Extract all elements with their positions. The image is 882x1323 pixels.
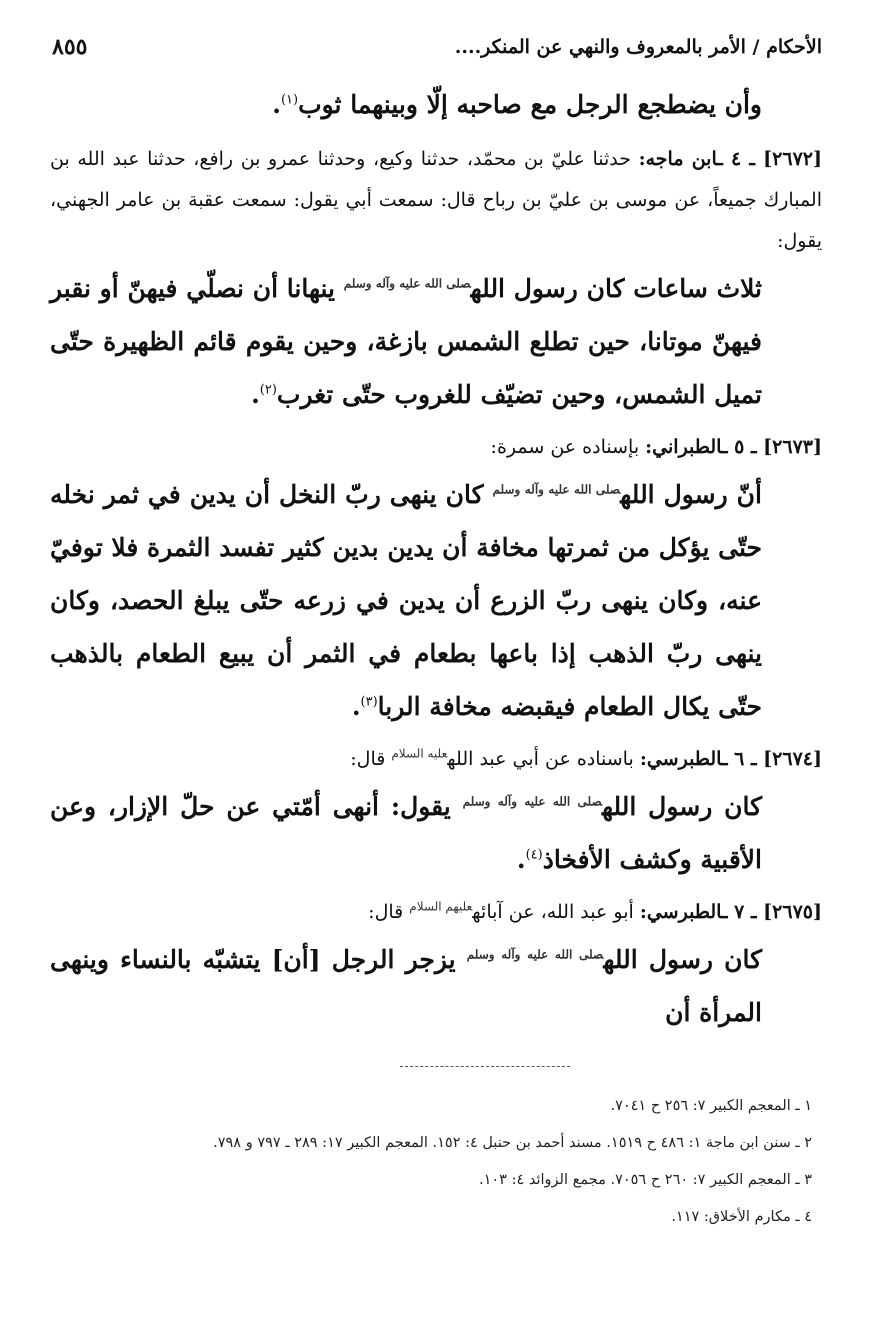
page-header — [52, 36, 822, 70]
footnote-item: ٤ ـ مكارم الأخلاق: ١١٧. — [671, 1209, 812, 1225]
hadith-2674-isnad: [٢٦٧٤] ـ ٦ ـالطبرسي: باسناده عن أبي عبد الله$^{عليه السلام}$ قال: — [350, 746, 822, 770]
source-name: ابن ماجه: — [638, 148, 718, 170]
hadith-2675-isnad: [٢٦٧٥] ـ ٧ ـالطبرسي: أبو عبد الله، عن آبائه$^{عليهم السلام}$ قال: — [368, 899, 822, 923]
hadith-number: [٢٦٧٢] ـ ٤ ـ — [717, 148, 822, 170]
footnote-item: ١ ـ المعجم الكبير ٧: ٢٥٦ ح ٧٠٤١. — [610, 1098, 812, 1114]
honorific-saw: صلى الله عليه وآله وسلم — [492, 482, 621, 497]
running-title: الأحكام / الأمر بالمعروف والنهي عن المنكر.... — [454, 36, 822, 58]
honorific-saw: صلى الله عليه وآله وسلم — [343, 276, 471, 291]
source-name: الطبرسي: — [639, 748, 722, 770]
page-body — [50, 78, 822, 1039]
footnote-item: ٣ ـ المعجم الكبير ٧: ٢٦٠ ح ٧٠٥٦. مجمع الزوائد ٤: ١٠٣. — [478, 1172, 812, 1188]
honorific-saw: صلى الله عليه وآله وسلم — [466, 947, 604, 962]
hadith-number: [٢٦٧٣] ـ ٥ ـ — [721, 436, 822, 458]
page-number: ٨٥٥ — [52, 34, 88, 60]
footnote-item: ٢ ـ سنن ابن ماجة ١: ٤٨٦ ح ١٥١٩. مسند أحمد بن حنبل ٤: ١٥٢. المعجم الكبير ١٧: ٢٨٩ ـ ٧٩٧ و ٧٩٨. — [213, 1135, 812, 1151]
hadith-2673-isnad — [50, 427, 822, 468]
footnote-ref: (٢) — [259, 382, 277, 398]
honorific-ams: عليهم السلام — [409, 899, 473, 914]
isnad-text: حدثنا عليّ بن محمّد، حدثنا وكيع، وحدثنا عمرو بن رافع، حدثنا عبد الله بن المبارك جميعاً، عن موسى بن عليّ بن رباح قال: سمعت أبي يقول: سمعت عقبة بن عامر الجهني، يقول: — [50, 148, 822, 252]
hadith-2673-text: أنّ رسول الله$^{صلى الله عليه وآله وسلم}$ كان ينهى ربّ النخل أن يدين في ثمر نخله حتّى يؤكل من ثمرتها مخافة أن يدين بدين كثير تفسد الثمرة فلا توفيّ عنه، وكان ينهى ربّ الزرع أن يدين في زرعه حتّى يبلغ الحصد، وكان ينهى ربّ الذهب إذا باعها بطعام في الثمر أن يبيع الطعام بالذهب حتّى يكال الطعام فيقبضه مخافة الربا$^{(٣)}$. — [50, 480, 762, 721]
footnote-ref: (٣) — [360, 694, 378, 710]
footnotes — [70, 1088, 812, 1236]
source-name: الطبرسي: — [639, 901, 722, 923]
hadith-2675-text: كان رسول الله$^{صلى الله عليه وآله وسلم}$ يزجر الرجل [أن] يتشبّه بالنساء وينهى المرأة أن — [50, 945, 763, 1027]
hadith-number: [٢٦٧٤] ـ ٦ ـ — [721, 748, 822, 770]
hadith-2672-isnad — [50, 139, 822, 262]
honorific-as: عليه السلام — [391, 746, 448, 761]
footnote-ref: (١) — [280, 92, 299, 108]
footnote-ref: (٤) — [525, 847, 543, 863]
hadith-2672-text: ثلاث ساعات كان رسول الله$^{صلى الله عليه وآله وسلم}$ ينهانا أن نصلّي فيهنّ أو نقبر فيهنّ موتانا، حين تطلع الشمس بازغة، وحين يقوم قائم الظهيرة حتّى تميل الشمس، وحين تضيّف للغروب حتّى تغرب$^{(٢)}$. — [50, 274, 763, 409]
honorific-saw: صلى الله عليه وآله وسلم — [462, 794, 602, 809]
source-name: الطبراني: — [645, 436, 722, 458]
hadith-2674-text: كان رسول الله$^{صلى الله عليه وآله وسلم}$ يقول: أنهى أمّتي عن حلّ الإزار، وعن الأقبية وكشف الأفخاذ$^{(٤)}$. — [50, 792, 763, 874]
isnad-text: بإسناده عن سمرة: — [490, 436, 640, 458]
footnote-separator — [400, 1066, 570, 1067]
continued-text: وأن يضطجع الرجل مع صاحبه إلّا وبينهما ثوب$^{(١)}$. — [272, 90, 762, 119]
hadith-number: [٢٦٧٥] ـ ٧ ـ — [721, 901, 822, 923]
